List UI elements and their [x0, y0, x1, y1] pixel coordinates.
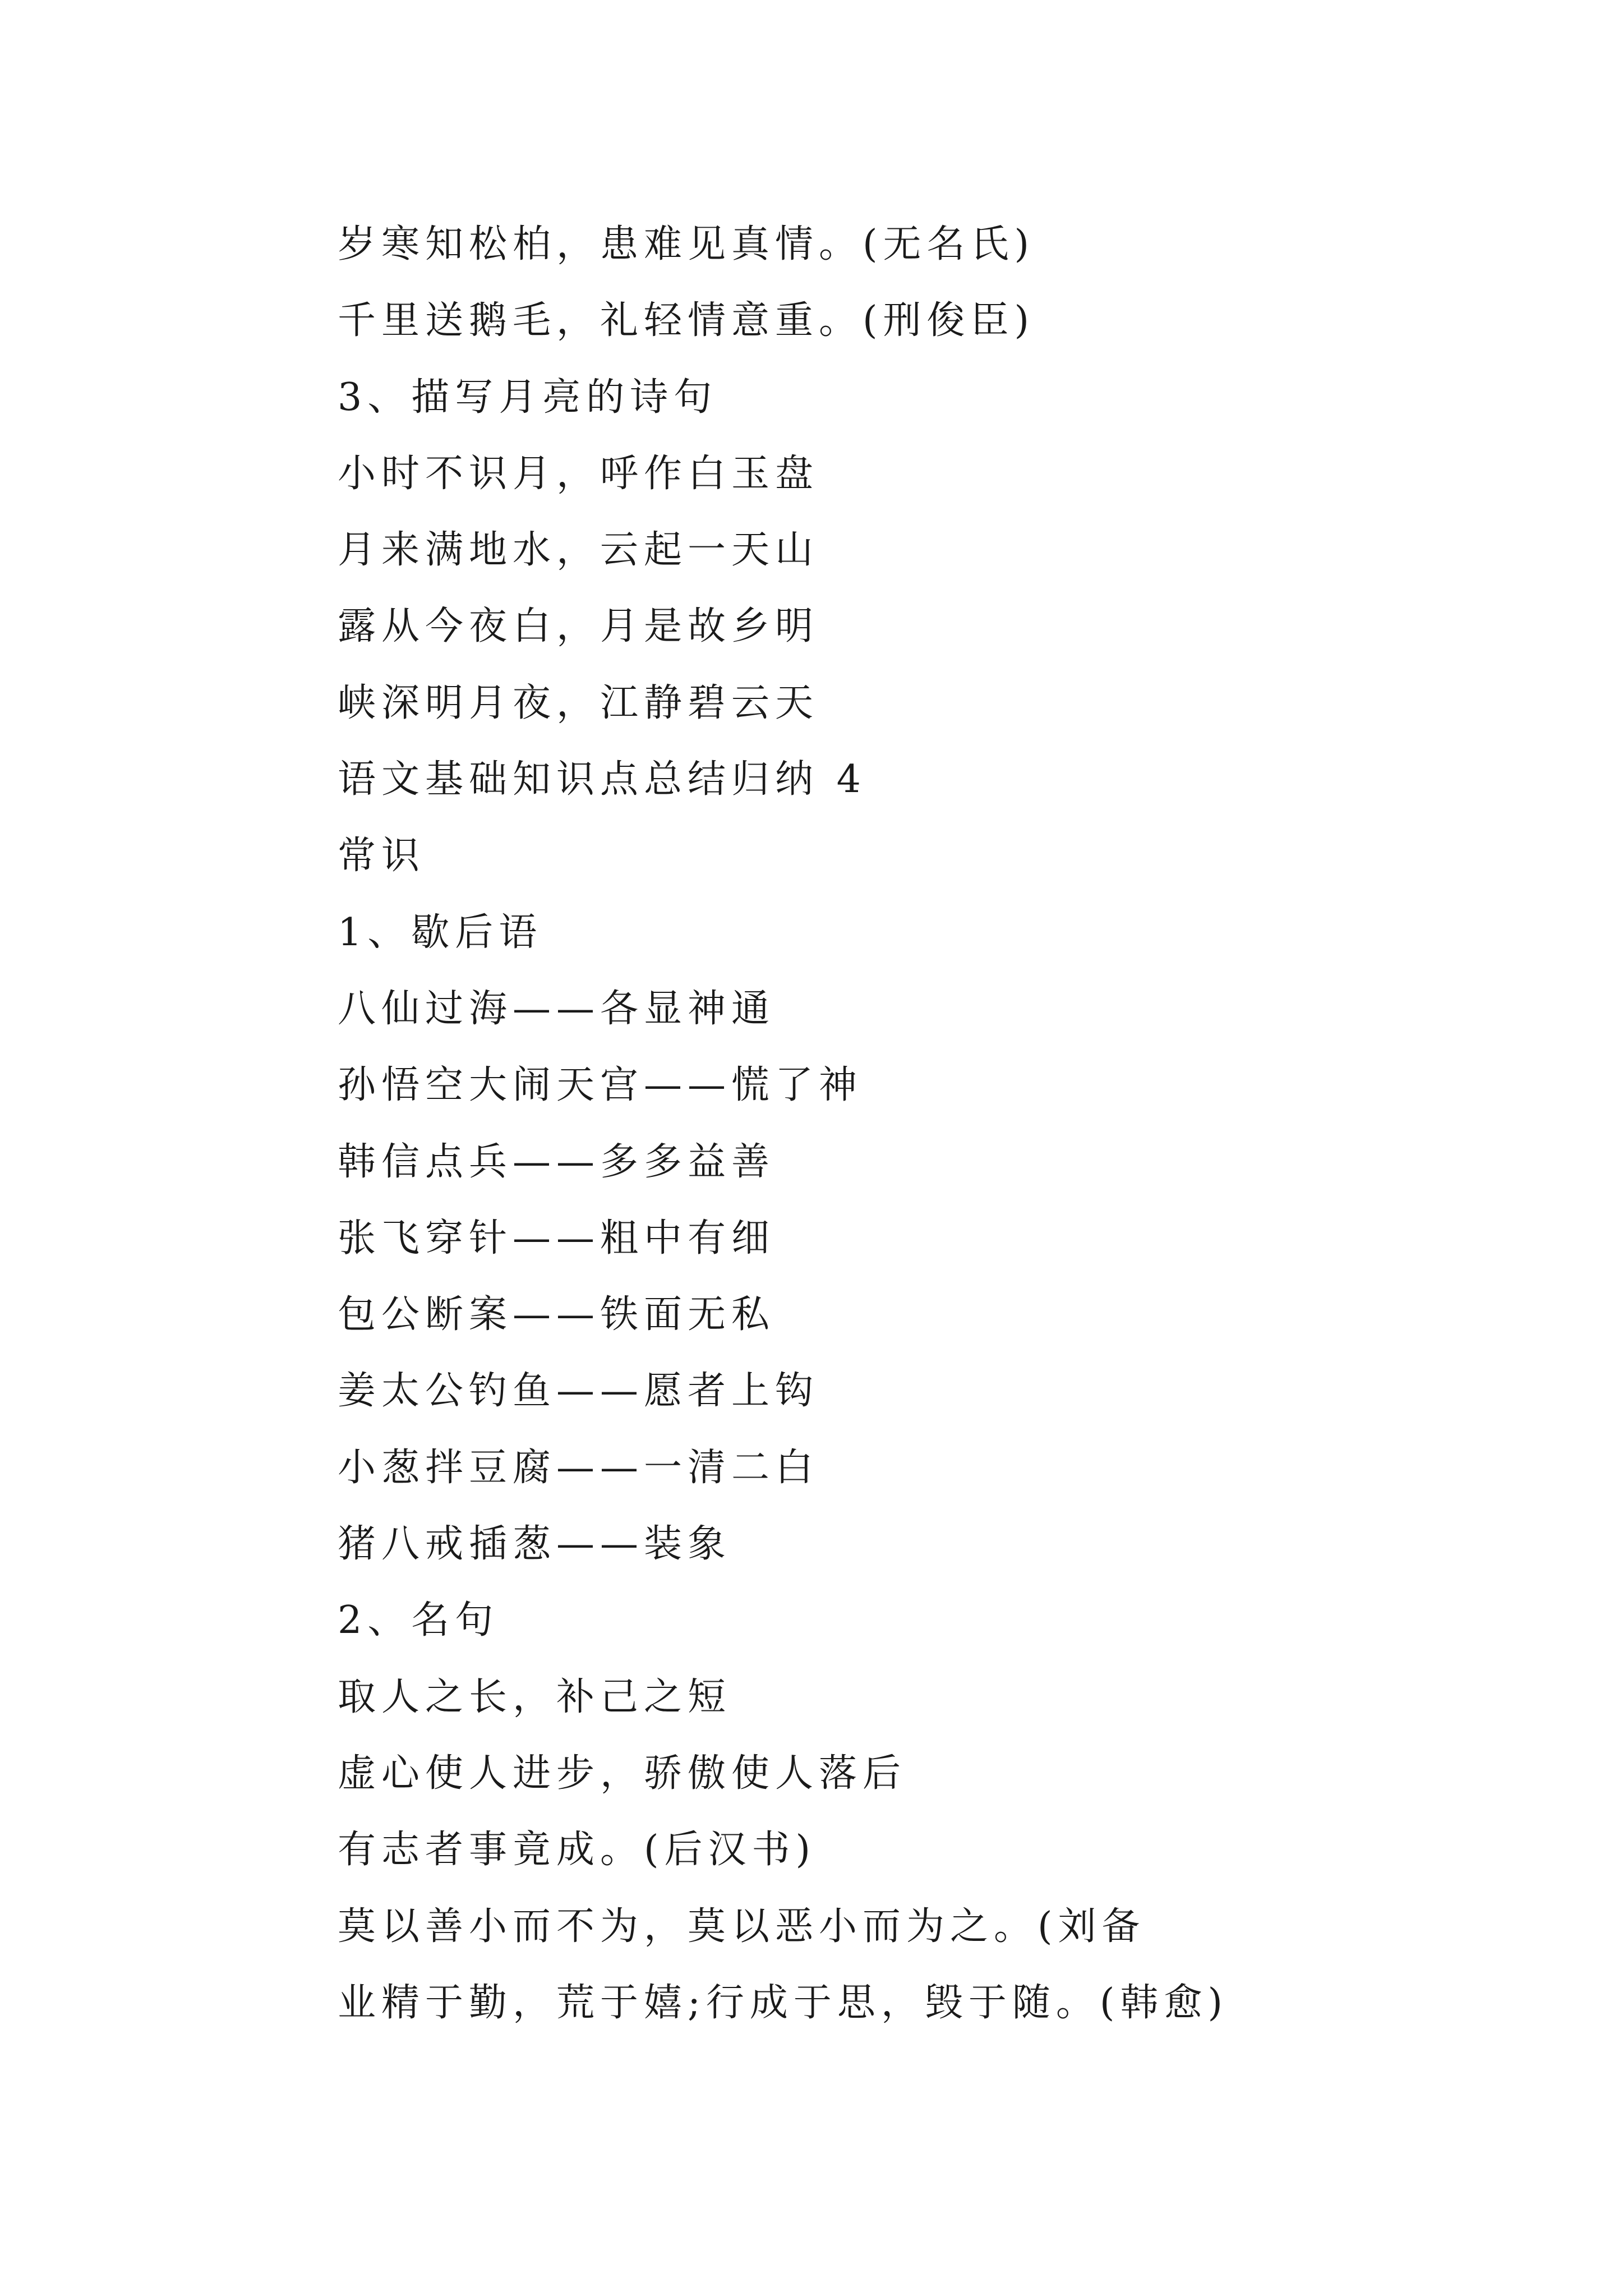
text-line: 有志者事竟成。(后汉书)	[338, 1828, 817, 1872]
text-line: 月来满地水，云起一天山	[338, 528, 819, 573]
text-line: 莫以善小而不为，莫以恶小而为之。(刘备	[338, 1904, 1146, 1949]
text-line: 千里送鹅毛，礼轻情意重。(刑俊臣)	[338, 298, 1035, 343]
text-line: 孙悟空大闹天宫——慌了神	[338, 1063, 863, 1108]
section-heading: 常识	[338, 834, 426, 878]
text-line: 露从今夜白，月是故乡明	[338, 604, 819, 649]
text-line: 姜太公钓鱼——愿者上钩	[338, 1369, 819, 1414]
text-line: 韩信点兵——多多益善	[338, 1139, 776, 1184]
section-heading: 2、名句	[338, 1598, 499, 1643]
text-line: 小时不识月，呼作白玉盘	[338, 451, 819, 496]
text-line: 虚心使人进步，骄傲使人落后	[338, 1751, 907, 1796]
text-line: 业精于勤，荒于嬉;行成于思，毁于随。(韩愈)	[338, 1980, 1228, 2025]
text-line: 取人之长，补己之短	[338, 1674, 732, 1719]
text-line: 张飞穿针——粗中有细	[338, 1216, 776, 1260]
text-line: 小葱拌豆腐——一清二白	[338, 1445, 819, 1490]
text-line: 八仙过海——各显神通	[338, 986, 776, 1031]
section-heading: 3、描写月亮的诗句	[338, 375, 718, 420]
text-line: 岁寒知松柏，患难见真情。(无名氏)	[338, 222, 1035, 266]
text-line: 包公断案——铁面无私	[338, 1292, 776, 1337]
text-line: 峡深明月夜，江静碧云天	[338, 680, 819, 725]
document-body	[338, 218, 1515, 2053]
text-line: 猪八戒插葱——装象	[338, 1522, 732, 1567]
section-heading: 1、歇后语	[338, 910, 543, 955]
document-title: 语文基础知识点总结归纳 4	[338, 757, 866, 802]
